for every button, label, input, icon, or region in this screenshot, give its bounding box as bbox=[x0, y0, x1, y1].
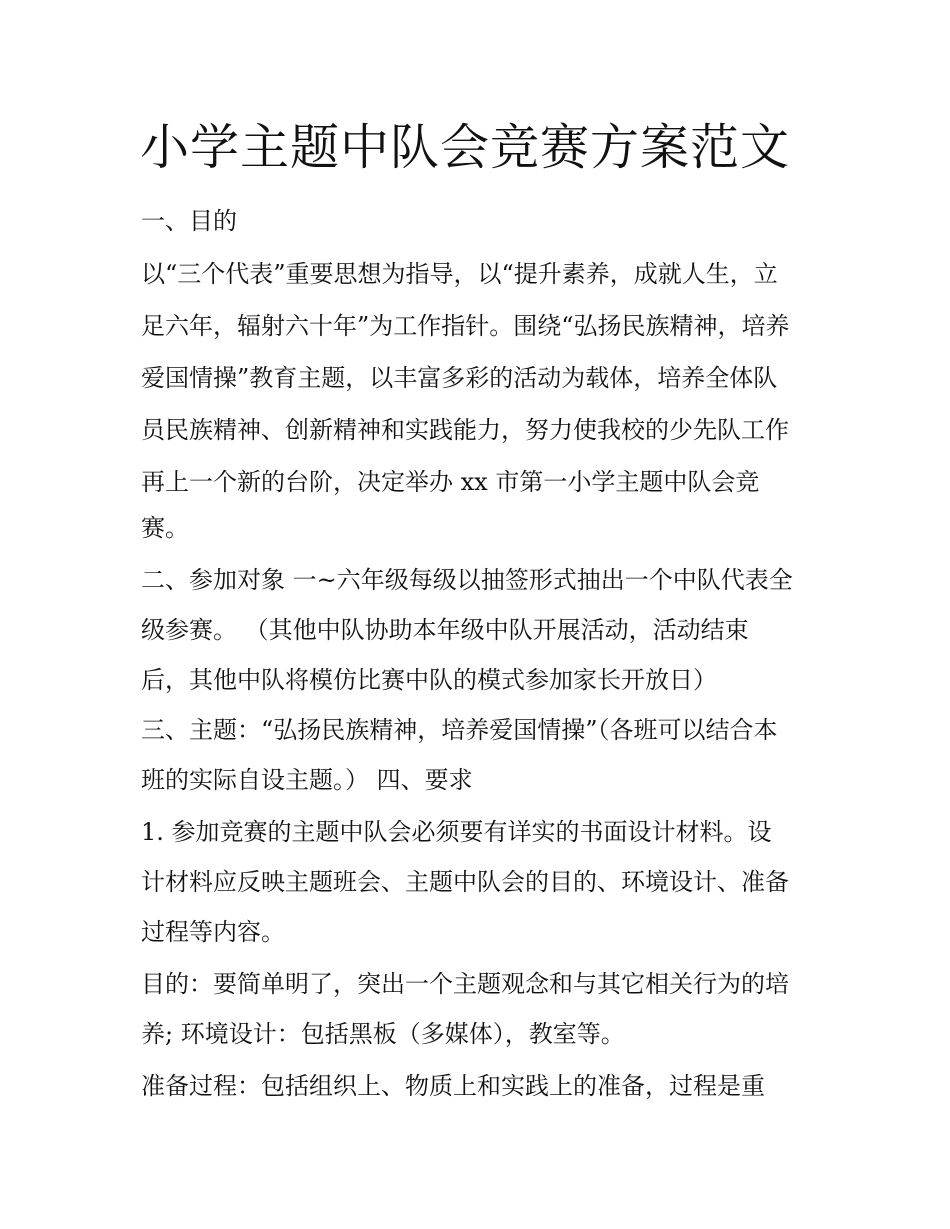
text-line: 目的：要简单明了，突出一个主题观念和与其它相关行为的培 bbox=[141, 970, 789, 998]
text-line: 赛。 bbox=[141, 514, 189, 542]
text-line: 一、目的 bbox=[141, 207, 237, 235]
text-line: 1. 参加竞赛的主题中队会必须要有详实的书面设计材料。设 bbox=[141, 818, 772, 846]
text-line: 三、主题：“弘扬民族精神，培养爱国情操”（各班可以结合本 bbox=[141, 716, 778, 744]
text-line: 计材料应反映主题班会、主题中队会的目的、环境设计、准备 bbox=[141, 868, 789, 896]
text-line: 过程等内容。 bbox=[141, 918, 285, 946]
text-line: 班的实际自设主题。） 四、要求 bbox=[141, 766, 473, 794]
text-line: 再上一个新的台阶，决定举办 xx 市第一小学主题中队会竞 bbox=[141, 468, 760, 496]
document-title: 小学主题中队会竞赛方案范文 bbox=[140, 119, 791, 176]
text-line: 准备过程：包括组织上、物质上和实践上的准备，过程是重 bbox=[141, 1072, 765, 1100]
text-line: 级参赛。 （其他中队协助本年级中队开展活动，活动结束 bbox=[141, 616, 749, 644]
text-line: 二、参加对象 一~六年级每级以抽签形式抽出一个中队代表全 bbox=[141, 566, 793, 594]
text-line: 爱国情操”教育主题，以丰富多彩的活动为载体，培养全体队 bbox=[141, 364, 778, 392]
text-line: 后，其他中队将模仿比赛中队的模式参加家长开放日） bbox=[141, 666, 717, 694]
text-line: 养; 环境设计：包括黑板（多媒体），教室等。 bbox=[141, 1020, 625, 1048]
text-line: 足六年，辐射六十年”为工作指针。围绕“弘扬民族精神，培养 bbox=[141, 312, 790, 340]
text-line: 以“三个代表”重要思想为指导，以“提升素养，成就人生，立 bbox=[141, 260, 778, 288]
text-line: 员民族精神、创新精神和实践能力，努力使我校的少先队工作 bbox=[141, 416, 789, 444]
